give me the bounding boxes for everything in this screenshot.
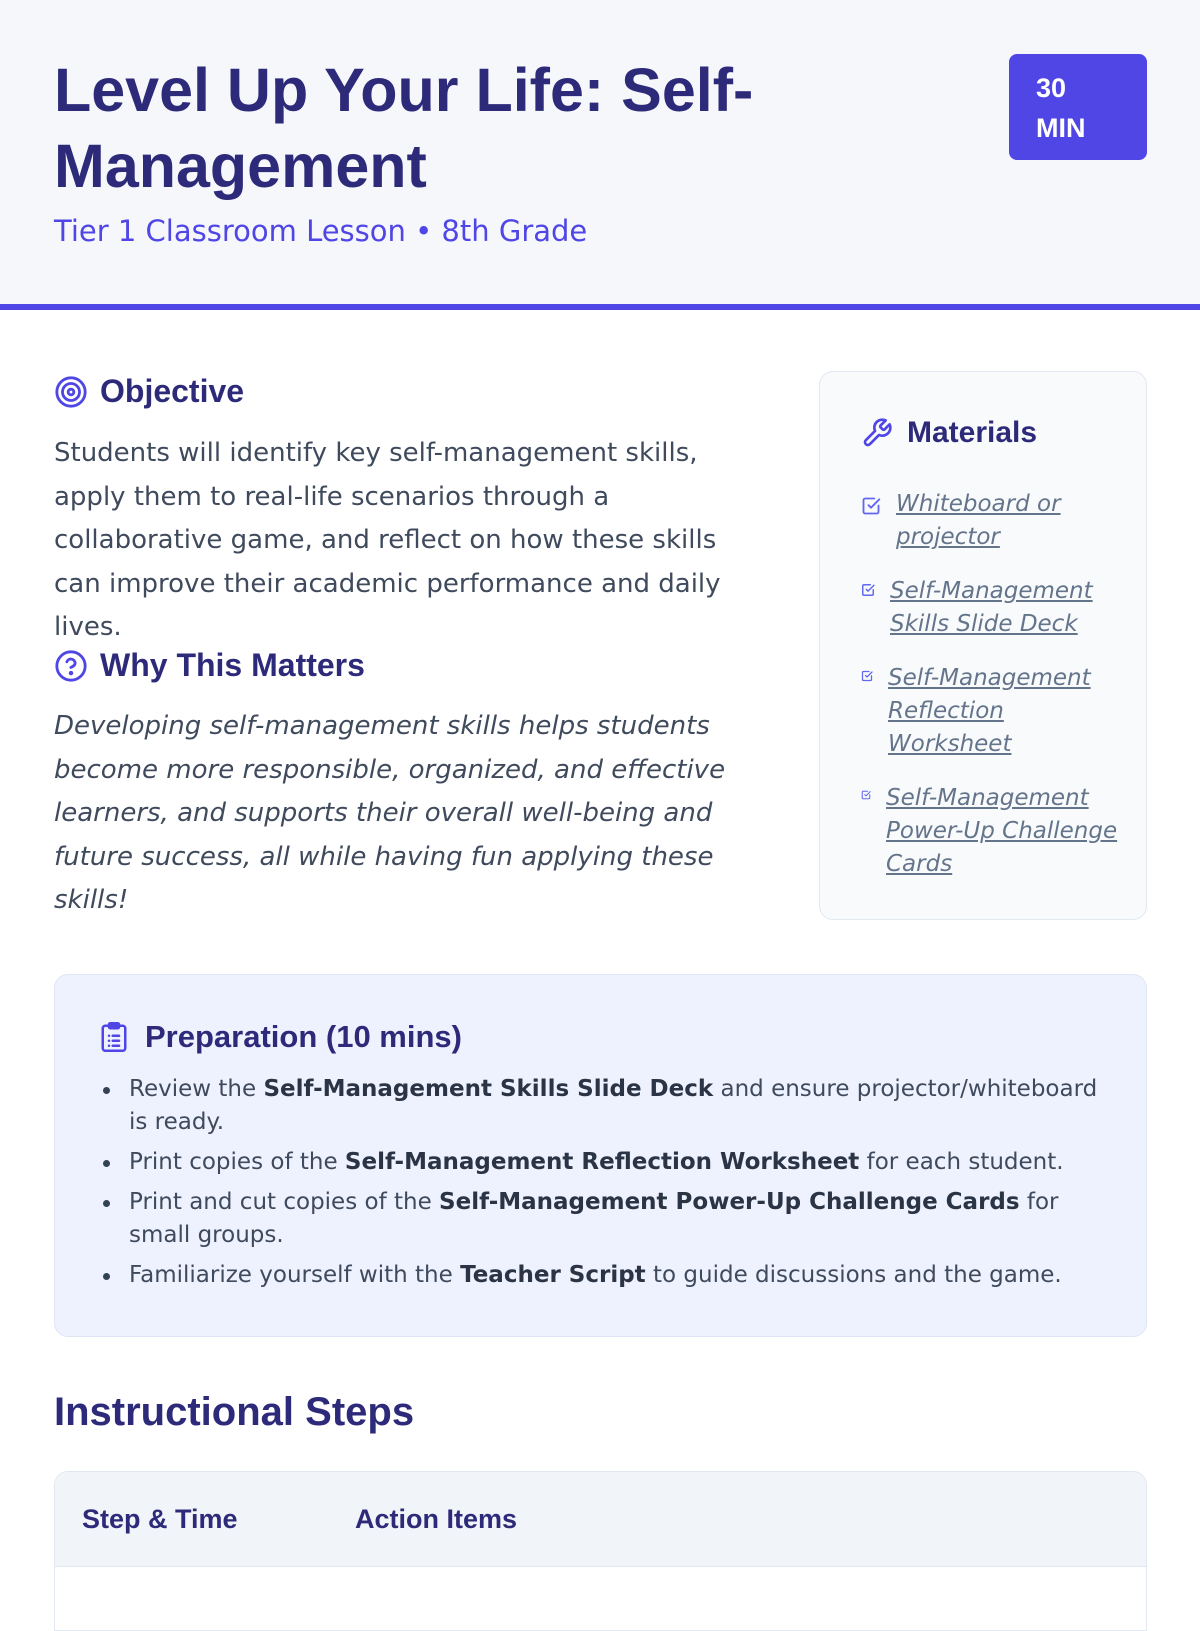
why-text: Developing self-management skills helps students become more responsible, organized, and effective learners, and supports their overall well-being and future success, all while having fun applying these skills! (54, 711, 726, 915)
objective-heading-label: Objective (100, 373, 245, 409)
table-header (55, 1472, 1146, 1567)
why-heading-label: Why This Matters (100, 647, 365, 683)
material-item[interactable] (861, 488, 1121, 554)
list-item: Print and cut copies of the Self-Management Power-Up Challenge Cards for small groups. (99, 1186, 1099, 1252)
preparation-heading-label: Preparation (10 mins) (145, 1019, 462, 1054)
column-header-actions: Action Items (355, 1504, 518, 1534)
preparation-list (99, 1073, 1099, 1299)
wrench-icon (861, 417, 893, 449)
material-link[interactable]: Self-Management Skills Slide Deck (890, 578, 1093, 637)
why-heading (54, 647, 365, 684)
duration-badge (1009, 54, 1147, 160)
checkbox-icon (861, 670, 873, 682)
column-header-step: Step & Time (82, 1504, 238, 1534)
steps-table (54, 1471, 1147, 1631)
material-link[interactable]: Self-Management Power-Up Challenge Cards (886, 785, 1118, 877)
target-icon (54, 375, 88, 409)
materials-card (819, 371, 1147, 920)
duration-value: 30 (1036, 73, 1067, 103)
page-title: Level Up Your Life: Self-Management (54, 56, 754, 200)
materials-heading-label: Materials (907, 416, 1038, 449)
objective-heading (54, 373, 244, 410)
checkbox-icon (861, 790, 871, 800)
duration-unit: MIN (1036, 113, 1086, 143)
clipboard-icon (99, 1020, 129, 1054)
material-link[interactable]: Whiteboard or projector (896, 491, 1061, 550)
list-item: Familiarize yourself with the Teacher Script to guide discussions and the game. (99, 1259, 1099, 1292)
materials-heading (861, 416, 1037, 450)
lesson-header (0, 0, 1200, 310)
list-item: Review the Self-Management Skills Slide Deck and ensure projector/whiteboard is ready. (99, 1073, 1099, 1139)
steps-heading: Instructional Steps (54, 1390, 415, 1434)
checkbox-icon (861, 496, 881, 516)
checkbox-icon (861, 583, 875, 597)
material-link[interactable]: Self-Management Reflection Worksheet (888, 665, 1091, 757)
material-item[interactable] (861, 662, 1121, 761)
material-item[interactable] (861, 575, 1121, 641)
page-subtitle: Tier 1 Classroom Lesson • 8th Grade (54, 214, 588, 248)
preparation-heading (99, 1019, 462, 1055)
material-item[interactable] (861, 782, 1121, 881)
objective-text: Students will identify key self-management skills, apply them to real-life scenarios through a collaborative game, and reflect on how these skills can improve their academic performance and daily lives. (54, 438, 721, 642)
list-item: Print copies of the Self-Management Reflection Worksheet for each student. (99, 1146, 1099, 1179)
preparation-card (54, 974, 1147, 1337)
question-circle-icon (54, 649, 88, 683)
